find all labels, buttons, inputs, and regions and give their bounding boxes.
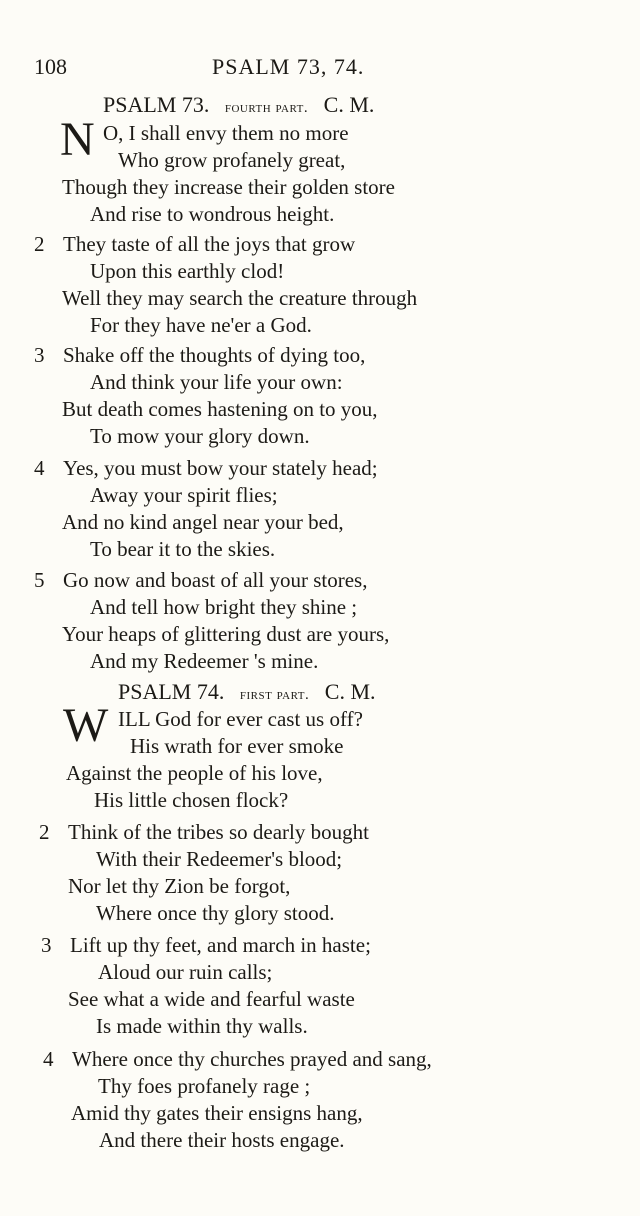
drop-cap-n: N bbox=[60, 113, 95, 166]
verse-line: And tell how bright they shine ; bbox=[90, 595, 358, 619]
verse-line: ILL God for ever cast us off? bbox=[118, 707, 363, 731]
verse-line: For they have ne'er a God. bbox=[90, 313, 312, 337]
verse-line: Yes, you must bow your stately head; bbox=[63, 456, 378, 480]
verse-line: And no kind angel near your bed, bbox=[62, 510, 344, 534]
stanza-number: 4 bbox=[34, 456, 45, 480]
stanza-number: 4 bbox=[43, 1047, 54, 1071]
verse-line: And there their hosts engage. bbox=[99, 1128, 345, 1152]
stanza-number: 5 bbox=[34, 568, 45, 592]
verse-line: See what a wide and fearful waste bbox=[68, 987, 355, 1011]
verse-line: Who grow profanely great, bbox=[118, 148, 346, 172]
verse-line: His wrath for ever smoke bbox=[130, 734, 344, 758]
psalm-74-heading bbox=[118, 680, 376, 707]
verse-line: Amid thy gates their ensigns hang, bbox=[71, 1101, 363, 1125]
verse-line: Against the people of his love, bbox=[66, 761, 323, 785]
psalm-74-meter: C. M. bbox=[324, 679, 376, 704]
stanza-number: 2 bbox=[39, 820, 50, 844]
verse-line: Think of the tribes so dearly bought bbox=[68, 820, 369, 844]
verse-line: His little chosen flock? bbox=[94, 788, 289, 812]
verse-line: And rise to wondrous height. bbox=[90, 202, 335, 226]
verse-line: Where once thy glory stood. bbox=[96, 901, 335, 925]
psalm-73-part: fourth part. bbox=[224, 100, 309, 116]
verse-line: And my Redeemer 's mine. bbox=[90, 649, 319, 673]
psalm-73-title: PSALM 73. bbox=[103, 92, 210, 117]
verse-line: To bear it to the skies. bbox=[90, 537, 276, 561]
verse-line: Upon this earthly clod! bbox=[90, 259, 285, 283]
drop-cap-w: W bbox=[63, 699, 109, 752]
running-title: PSALM 73, 74. bbox=[212, 54, 365, 79]
stanza-number: 3 bbox=[41, 933, 52, 957]
verse-line: And think your life your own: bbox=[90, 370, 343, 394]
psalm-74-title: PSALM 74. bbox=[118, 679, 225, 704]
verse-line: Where once thy churches prayed and sang, bbox=[72, 1047, 432, 1071]
verse-line: Shake off the thoughts of dying too, bbox=[63, 343, 366, 367]
page-number: 108 bbox=[34, 54, 67, 79]
verse-line: Away your spirit flies; bbox=[90, 483, 278, 507]
verse-line: Your heaps of glittering dust are yours, bbox=[62, 622, 390, 646]
verse-line: Though they increase their golden store bbox=[62, 175, 395, 199]
stanza-number: 2 bbox=[34, 232, 45, 256]
psalm-73-heading bbox=[103, 93, 374, 120]
verse-line: Go now and boast of all your stores, bbox=[63, 568, 368, 592]
verse-line: To mow your glory down. bbox=[90, 424, 310, 448]
psalm-73-meter: C. M. bbox=[323, 92, 375, 117]
verse-line: O, I shall envy them no more bbox=[103, 121, 349, 145]
verse-line: Is made within thy walls. bbox=[96, 1014, 308, 1038]
verse-line: Aloud our ruin calls; bbox=[98, 960, 273, 984]
verse-line: Thy foes profanely rage ; bbox=[98, 1074, 311, 1098]
verse-line: Lift up thy feet, and march in haste; bbox=[70, 933, 371, 957]
psalm-74-part: first part. bbox=[239, 687, 310, 703]
stanza-number: 3 bbox=[34, 343, 45, 367]
verse-line: But death comes hastening on to you, bbox=[62, 397, 378, 421]
verse-line: Well they may search the creature through bbox=[62, 286, 418, 310]
verse-line: They taste of all the joys that grow bbox=[63, 232, 356, 256]
verse-line: With their Redeemer's blood; bbox=[96, 847, 343, 871]
verse-line: Nor let thy Zion be forgot, bbox=[68, 874, 291, 898]
